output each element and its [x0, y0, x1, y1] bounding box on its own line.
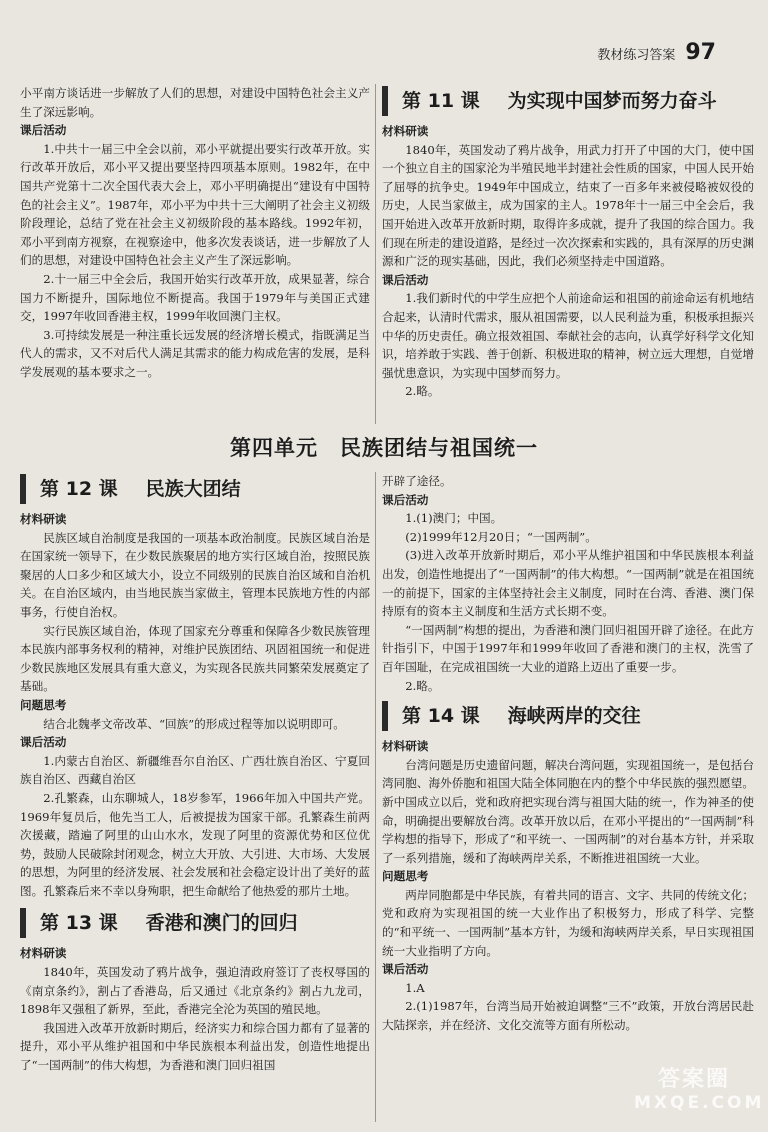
column-divider-top [375, 84, 376, 424]
answer-1-3: (3)进入改革开放新时期后，邓小平从维护祖国和中华民族根本利益出发，创造性地提出了“一国两制”的伟大构想。“一国两制”就是在祖国统一的前提下，国家的主体坚持社会主义制度，同时在台湾、香港、澳门保持原有的资本主义制度和生活方式长期不变。 [382, 548, 754, 619]
answer-3: 3.可持续发展是一种注重长远发展的经济增长模式，指既满足当代人的需求，又不对后代人满足其需求的能力构成危害的发展，是科学发展观的基本要求之一。 [20, 327, 370, 379]
lesson-number: 第 12 课 [40, 478, 118, 500]
answer-1: 1.A [405, 980, 425, 995]
answer-1-3-cont: “一国两制”构想的提出，为香港和澳门回归祖国开辟了途径。在此方针指引下，中国于1997年和1999年收回了香港和澳门的主权，洗雪了百年国耻，在完成祖国统一大业的道路上迈出了重要一步。 [382, 622, 754, 674]
lesson-number: 第 11 课 [402, 90, 480, 112]
material-paragraph: 1840年，英国发动了鸦片战争，用武力打开了中国的大门，使中国一个独立自主的国家沦为半殖民地半封建社会性质的国家，中国人民开始了屈辱的抗争史。1949年中国成立，结束了一百多年来被侵略被奴役的历史，人民当家做主，成为国家的主人。1978年十一届三中全会后，我国开始进入改革开放新时期，取得许多成就，提升了我国的综合国力。我们现在所走的建设道路，是经过一次次探索和实践的，具有深厚的历史渊源和广泛的现实基础，因此，我们必须坚持走中国道路。 [382, 142, 754, 269]
left-column-bottom [20, 472, 370, 1075]
lesson-12-heading [20, 474, 370, 504]
lesson-title: 海峡两岸的交往 [507, 705, 641, 728]
answer-2: 2.十一届三中全会后，我国开始实行改革开放，成果显著，综合国力不断提升，国际地位不断提高。我国于1979年与美国正式建交，1997年收回香港主权，1999年收回澳门主权。 [20, 271, 370, 324]
watermark-text: 答案圈 [657, 1067, 730, 1092]
section-heading-question: 问题思考 [20, 697, 67, 712]
section-heading-material: 材料研读 [20, 946, 67, 961]
watermark-url: MXQE.COM [634, 1093, 765, 1113]
section-heading-material: 材料研读 [20, 512, 67, 526]
unit-title [0, 432, 768, 462]
section-heading-after-class: 课后活动 [382, 962, 429, 977]
right-column-bottom [382, 472, 754, 1035]
watermark-logo [634, 1062, 765, 1126]
answer-1-2: (2)1999年12月20日；“一国两制”。 [405, 529, 597, 544]
section-heading-material: 材料研读 [382, 739, 429, 754]
answer-2: 2.略。 [405, 384, 440, 399]
section-heading-after-class: 课后活动 [382, 272, 429, 287]
lesson-number: 第 14 课 [402, 705, 480, 728]
answer-1: 1.(1)澳门；中国。 [405, 511, 503, 526]
lesson-title: 香港和澳门的回归 [145, 912, 298, 935]
material-paragraph: 我国进入改革开放新时期后，经济实力和综合国力都有了显著的提升，邓小平从维护祖国和中华民族根本利益出发，创造性地提出了“一国两制”的伟大构想，为香港和澳门回归祖国 [20, 1020, 370, 1073]
material-paragraph: 台湾问题是历史遗留问题，解决台湾问题，实现祖国统一，是包括台湾同胞、海外侨胞和祖国大陆全体同胞在内的整个中华民族的强烈愿望。新中国成立以后，党和政府把实现台湾与祖国大陆的统一，作为神圣的使命，明确提出要解放台湾。改革开放以后，在邓小平提出的“一国两制”科学构想的指导下，形成了“和平统一、一国两制”的对台基本方针，并采取了一系列措施，缓和了海峡两岸关系，不断推进祖国统一大业。 [382, 757, 754, 865]
lesson-11-heading [382, 86, 754, 116]
section-heading-question: 问题思考 [382, 869, 429, 884]
lesson-13-heading [20, 908, 370, 938]
section-heading-after-class: 课后活动 [382, 492, 429, 507]
material-paragraph: 实行民族区域自治，体现了国家充分尊重和保障各少数民族管理本民族内部事务权利的精神，对维护民族团结、巩固祖国统一和促进少数民族地区发展具有重大意义，为实现各民族共同繁荣发展奠定了基础。 [20, 623, 370, 694]
left-column-top [20, 84, 370, 382]
paragraph: 小平南方谈话进一步解放了人们的思想，对建设中国特色社会主义产生了深远影响。 [20, 86, 370, 119]
lesson-title: 民族大团结 [145, 478, 241, 500]
section-heading-after-class: 课后活动 [20, 123, 67, 138]
lesson-14-heading [382, 701, 754, 731]
right-column-top [382, 84, 754, 401]
column-divider-bottom [375, 472, 376, 1122]
answer-2: 2.(1)1987年，台湾当局开始被迫调整“三不”政策，开放台湾居民赴大陆探亲，并在经济、文化交流等方面有所松动。 [382, 999, 754, 1033]
answer-1: 1.中共十一届三中全会以前，邓小平就提出要实行改革开放。实行改革开放后，邓小平又提出要坚持四项基本原则。1982年，在中国共产党第十二次全国代表大会上，邓小平明确提出“建设有中国特色的社会主义”。1987年，邓小平为中共十三大阐明了社会主义初级阶段理论，总结了党在社会主义初级阶段的基本路线。1992年初，邓小平到南方视察，在视察途中，他多次发表谈话，进一步解放了人们的思想，对建设中国特色社会主义产生了深远影响。 [20, 141, 370, 268]
material-paragraph: 民族区域自治制度是我国的一项基本政治制度。民族区域自治是在国家统一领导下，在少数民族聚居的地方实行区域自治，按照民族聚居的人口多少和区域大小，设立不同级别的民族自治区域和自治机关。在自治区域内，由当地民族当家做主，管理本民族地方性的内部事务，行使自治权。 [20, 530, 370, 619]
header-label: 教材练习答案 [597, 48, 676, 63]
lesson-number: 第 13 课 [40, 912, 118, 935]
unit-name: 民族团结与祖国统一 [340, 436, 538, 460]
question-answer: 两岸同胞都是中华民族，有着共同的语言、文字、共同的传统文化；党和政府为实现祖国的统一大业作出了积极努力，形成了科学、完整的“和平统一、一国两制”基本方针，为缓和海峡两岸关系，早日实现祖国统一大业指明了方向。 [382, 887, 754, 958]
question-answer: 结合北魏孝文帝改革、“回族”的形成过程等加以说明即可。 [43, 716, 345, 731]
page-number: 97 [685, 40, 716, 65]
section-heading-after-class: 课后活动 [20, 735, 67, 750]
lesson-title: 为实现中国梦而努力奋斗 [507, 90, 717, 112]
unit-number: 第四单元 [230, 436, 318, 460]
material-paragraph: 1840年，英国发动了鸦片战争，强迫清政府签订了丧权辱国的《南京条约》，割占了香港岛，后又通过《北京条约》割占九龙司，1898年又强租了新界，至此，香港完全沦为英国的殖民地。 [20, 965, 370, 1017]
page-header [597, 40, 716, 65]
answer-1: 1.内蒙古自治区、新疆维吾尔自治区、广西壮族自治区、宁夏回族自治区、西藏自治区 [20, 753, 370, 787]
answer-2: 2.略。 [405, 678, 440, 693]
answer-2: 2.孔繁森，山东聊城人，18岁参军，1966年加入中国共产党。1969年复员后，他先当工人，后被提拔为国家干部。孔繁森生前两次援藏，踏遍了阿里的山山水水，发现了阿里的资源优势和区位优势，鼓励人民破除封闭观念，树立大开放、大引进、大市场、大发展的思想，为阿里的经济发展、社会发展和社会稳定设计出了美好的蓝图。孔繁森后来不幸以身殉职，把生命献给了他热爱的那片土地。 [20, 790, 370, 898]
answer-1: 1.我们新时代的中学生应把个人前途命运和祖国的前途命运有机地结合起来，认清时代需求，服从祖国需要，以人民利益为重，积极承担振兴中华的历史责任。确立报效祖国、奉献社会的志向，认真学好科学文化知识，培养敢于实践、善于创新、积极进取的精神，树立远大理想，自觉增强忧患意识，为实现中国梦而努力。 [382, 291, 754, 380]
section-heading-material: 材料研读 [382, 124, 429, 138]
paragraph: 开辟了途径。 [382, 474, 452, 488]
